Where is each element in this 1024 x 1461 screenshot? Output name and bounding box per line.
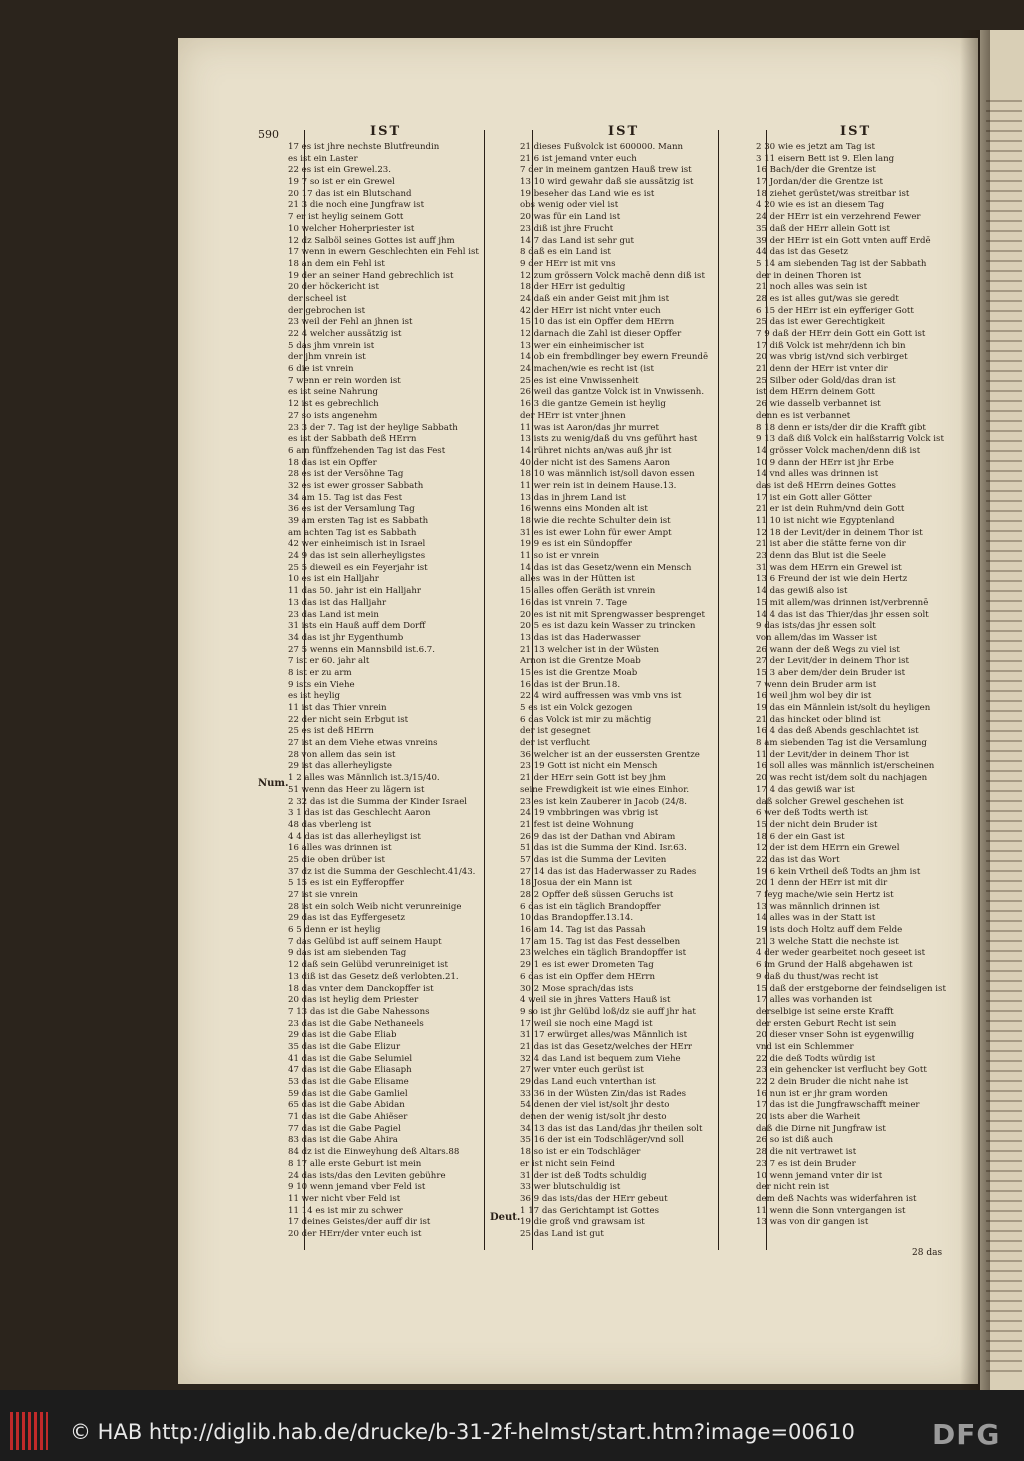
concordance-line: 19 6 kein Vrtheil deß Todts an jhm ist xyxy=(756,866,921,877)
concordance-line: 7 der in meinem gantzen Hauß trew ist xyxy=(520,165,692,176)
concordance-line: 23 ein gehencker ist verflucht bey Gott xyxy=(756,1065,927,1076)
concordance-line: 17 ist ein Gott aller Götter xyxy=(756,492,872,503)
concordance-line: 23 das Land ist mein xyxy=(288,609,379,620)
concordance-line: 20 17 das ist ein Blutschand xyxy=(288,188,412,199)
concordance-line: 8 am siebenden Tag ist die Versamlung xyxy=(756,738,927,749)
concordance-line: 13 das in jhrem Land ist xyxy=(520,492,626,503)
concordance-line: 22 es ist ein Grewel.23. xyxy=(288,165,391,176)
concordance-line: 2 30 wie es jetzt am Tag ist xyxy=(756,142,875,152)
footer-copyright-url[interactable]: © HAB http://diglib.hab.de/drucke/b-31-2f-helmst/start.htm?image=00610 xyxy=(70,1420,855,1444)
concordance-line: 19 beseher das Land wie es ist xyxy=(520,188,655,199)
concordance-line: 28 2 Opffer deß süssen Geruchs ist xyxy=(520,890,674,900)
facing-page-text-fragments xyxy=(986,100,1022,1380)
concordance-line: 4 20 wie es ist an diesem Tag xyxy=(756,200,885,211)
concordance-line: dem deß Nachts was widerfahren ist xyxy=(756,1193,917,1204)
running-head-col-3: IST xyxy=(840,124,872,139)
concordance-line: 21 das hincket oder blind ist xyxy=(756,714,881,725)
concordance-line: 17 deines Geistes/der auff dir ist xyxy=(288,1217,431,1228)
concordance-line: 27 ist sie vnrein xyxy=(288,890,358,900)
book-label-numeri: Num. xyxy=(258,778,289,789)
concordance-line: 39 am ersten Tag ist es Sabbath xyxy=(288,516,429,526)
concordance-line: 33 36 in der Wüsten Zin/das ist Rades xyxy=(520,1088,687,1099)
concordance-line: 22 4 welcher aussätzig ist xyxy=(288,329,402,339)
concordance-line: der nicht rein ist xyxy=(756,1182,830,1193)
concordance-line: der in deinen Thoren ist xyxy=(756,270,862,281)
concordance-line: 77 das ist die Gabe Pagiel xyxy=(288,1123,401,1134)
concordance-line: 18 das vnter dem Danckopffer ist xyxy=(288,983,434,994)
concordance-line: 12 der ist dem HErrn ein Grewel xyxy=(756,843,900,854)
concordance-line: 11 10 ist nicht wie Egyptenland xyxy=(756,516,895,526)
concordance-line: 17 es ist jhre nechste Blutfreundin xyxy=(288,142,440,152)
concordance-line: 18 der HErr ist gedultig xyxy=(520,282,626,293)
concordance-line: 21 6 ist jemand vnter euch xyxy=(520,153,637,164)
concordance-line: 11 wer rein ist in deinem Hause.13. xyxy=(520,480,677,491)
concordance-line: 18 Josua der ein Mann ist xyxy=(520,878,632,889)
concordance-line: 16 nun ist er jhr gram worden xyxy=(756,1088,888,1099)
concordance-line: 13 was männlich drinnen ist xyxy=(756,901,880,912)
concordance-line: 4 der weder gearbeitet noch geseet ist xyxy=(756,948,926,959)
concordance-line: 57 das ist die Summa der Leviten xyxy=(520,854,667,865)
concordance-line: 6 im Grund der Halß abgehawen ist xyxy=(756,960,913,971)
concordance-line: 71 das ist die Gabe Ahiëser xyxy=(288,1112,408,1123)
concordance-line: 10 wenn jemand vnter dir ist xyxy=(756,1170,883,1181)
concordance-line: 32 4 das Land ist bequem zum Viehe xyxy=(520,1053,681,1064)
concordance-line: 27 5 wenns ein Mannsbild ist.6.7. xyxy=(288,644,435,655)
concordance-line: 12 darnach die Zahl ist dieser Opffer xyxy=(520,329,682,339)
concordance-line: 36 9 das ists/das der HErr gebeut xyxy=(520,1193,668,1204)
concordance-line: 21 der HErr sein Gott ist bey jhm xyxy=(520,773,666,784)
concordance-line: der ist gesegnet xyxy=(520,726,591,737)
concordance-line: 9 ists ein Viehe xyxy=(288,679,355,690)
concordance-line: 23 3 der 7. Tag ist der heylige Sabbath xyxy=(288,422,458,433)
concordance-line: 20 der höckericht ist xyxy=(288,282,379,293)
concordance-line: 13 6 Freund der ist wie dein Hertz xyxy=(756,574,908,585)
concordance-line: 27 ist an dem Viehe etwas vnreins xyxy=(288,738,438,749)
concordance-line: derselbige ist seine erste Krafft xyxy=(756,1006,894,1017)
concordance-line: 13 das ist das Halljahr xyxy=(288,597,387,608)
concordance-line: 2 32 das ist die Summa der Kinder Israel xyxy=(288,796,468,807)
concordance-line: 23 denn das Blut ist die Seele xyxy=(756,551,886,562)
concordance-line: 31 der ist deß Todts schuldig xyxy=(520,1170,647,1181)
concordance-line: 27 14 das ist das Haderwasser zu Rades xyxy=(520,866,697,877)
concordance-line: 13 was von dir gangen ist xyxy=(756,1217,869,1228)
concordance-line: 16 4 das deß Abends geschlachtet ist xyxy=(756,726,919,737)
concordance-line: 11 ist das Thier vnrein xyxy=(288,703,387,713)
concordance-line: der ist verflucht xyxy=(520,738,590,749)
concordance-line: es ist der Sabbath deß HErrn xyxy=(288,434,417,445)
text-column-1 xyxy=(288,142,480,1241)
concordance-line: 29 das ist das Eyffergesetz xyxy=(288,913,406,924)
concordance-line: 7 wenn dein Bruder arm ist xyxy=(756,679,877,690)
concordance-line: 9 so ist jhr Gelübd loß/dz sie auff jhr hat xyxy=(520,1006,696,1017)
book-label-deuteronomium: Deut. xyxy=(490,1212,521,1223)
concordance-line: 16 am 14. Tag ist das Passah xyxy=(520,925,646,936)
concordance-line: 16 Bach/der die Grentze ist xyxy=(756,165,876,176)
concordance-line: 6 die ist vnrein xyxy=(288,364,354,375)
concordance-line: 13 wer ein einheimischer ist xyxy=(520,340,644,351)
concordance-line: 18 an dem ein Fehl ist xyxy=(288,258,385,269)
concordance-line: 5 15 es ist ein Eyfferopffer xyxy=(288,878,404,889)
running-head-col-1: IST xyxy=(370,124,402,139)
concordance-line: 20 das ist heylig dem Priester xyxy=(288,995,419,1006)
concordance-line: 36 welcher ist an der eussersten Grentze xyxy=(520,749,700,760)
concordance-line: 26 9 das ist der Dathan vnd Abiram xyxy=(520,831,676,842)
concordance-line: 8 ist er zu arm xyxy=(288,667,352,678)
concordance-line: 37 dz ist die Summa der Geschlecht.41/43. xyxy=(288,866,476,877)
concordance-line: 22 2 dein Bruder die nicht nahe ist xyxy=(756,1077,909,1087)
concordance-line: 8 18 denn er ists/der dir die Krafft gibt xyxy=(756,422,926,433)
concordance-line: 29 ist das allerheyligste xyxy=(288,761,393,772)
column-rule-2 xyxy=(484,130,485,1250)
concordance-line: 15 es ist die Grentze Moab xyxy=(520,667,638,678)
concordance-line: 4 weil sie in jhres Vatters Hauß ist xyxy=(520,995,671,1006)
hab-logo-icon xyxy=(10,1412,48,1450)
concordance-line: 13 diß ist das Gesetz deß verlobten.21. xyxy=(288,971,459,982)
concordance-line: 33 wer blutschuldig ist xyxy=(520,1182,621,1193)
concordance-line: 20 was für ein Land ist xyxy=(520,212,621,223)
concordance-line: 20 5 es ist dazu kein Wasser zu trincken xyxy=(520,621,696,632)
concordance-line: 15 10 das ist ein Opffer dem HErrn xyxy=(520,317,675,328)
concordance-line: 21 er ist dein Ruhm/vnd dein Gott xyxy=(756,504,905,515)
concordance-line: 19 die groß vnd grawsam ist xyxy=(520,1217,645,1228)
concordance-line: 16 soll alles was männlich ist/erscheinen xyxy=(756,761,935,772)
concordance-line: 21 3 die noch eine Jungfraw ist xyxy=(288,200,425,211)
concordance-line: 18 6 der ein Gast ist xyxy=(756,831,845,842)
concordance-line: 34 13 das ist das Land/das jhr theilen solt xyxy=(520,1123,703,1134)
concordance-line: 20 was recht ist/dem solt du nachjagen xyxy=(756,773,928,784)
concordance-line: 8 daß es ein Land ist xyxy=(520,247,611,258)
concordance-line: 31 was dem HErrn ein Grewel ist xyxy=(756,562,902,573)
concordance-line: 31 17 erwürget alles/was Männlich ist xyxy=(520,1030,688,1041)
concordance-line: es ist ein Laster xyxy=(288,153,358,164)
concordance-line: es ist seine Nahrung xyxy=(288,387,379,398)
concordance-line: 17 das ist die Jungfrawschafft meiner xyxy=(756,1100,920,1111)
concordance-line: 17 am 15. Tag ist das Fest desselben xyxy=(520,936,681,947)
concordance-line: 18 wie die rechte Schulter dein ist xyxy=(520,516,671,526)
concordance-line: 20 ists aber die Warheit xyxy=(756,1112,861,1123)
concordance-line: 14 4 das ist das Thier/das jhr essen solt xyxy=(756,609,929,620)
concordance-line: 11 der Levit/der in deinem Thor ist xyxy=(756,749,910,760)
concordance-line: der gebrochen ist xyxy=(288,305,366,316)
concordance-line: 27 so ists angenehm xyxy=(288,410,378,421)
concordance-line: 23 es ist kein Zauberer in Jacob (24/8. xyxy=(520,796,687,807)
concordance-line: 6 wer deß Todts werth ist xyxy=(756,808,868,819)
concordance-line: 24 machen/wie es recht ist (ist xyxy=(520,364,654,375)
concordance-line: 9 das ists/das jhr essen solt xyxy=(756,621,876,632)
concordance-line: Arnon ist die Grentze Moab xyxy=(520,656,641,667)
concordance-line: 20 was vbrig ist/vnd sich verbirget xyxy=(756,352,908,363)
concordance-line: der HErr ist vnter jhnen xyxy=(520,410,626,421)
concordance-line: 24 19 vmbbringen was vbrig ist xyxy=(520,808,659,819)
concordance-line: 20 dieser vnser Sohn ist eygenwillig xyxy=(756,1030,915,1041)
concordance-line: 34 am 15. Tag ist das Fest xyxy=(288,492,403,503)
concordance-line: 51 das ist die Summa der Kind. Isr.63. xyxy=(520,843,687,854)
text-column-2 xyxy=(520,142,714,1241)
concordance-line: 24 der HErr ist ein verzehrend Fewer xyxy=(756,212,921,223)
concordance-line: 47 das ist die Gabe Eliasaph xyxy=(288,1065,412,1076)
concordance-line: 17 Jordan/der die Grentze ist xyxy=(756,177,883,188)
concordance-line: 28 ist ein solch Weib nicht verunreinige xyxy=(288,901,462,912)
concordance-line: der ersten Geburt Recht ist sein xyxy=(756,1018,897,1029)
concordance-line: 14 alles was in der Statt ist xyxy=(756,913,876,924)
concordance-line: 3 11 eisern Bett ist 9. Elen lang xyxy=(756,153,895,164)
concordance-line: 25 Silber oder Gold/das dran ist xyxy=(756,375,896,386)
concordance-line: 11 was ist Aaron/das jhr murret xyxy=(520,422,659,433)
concordance-line: 29 das Land euch vnterthan ist xyxy=(520,1077,656,1087)
concordance-line: 15 mit allem/was drinnen ist/verbrennē xyxy=(756,597,929,608)
concordance-line: 7 wenn er rein worden ist xyxy=(288,375,401,386)
concordance-line: 6 15 der HErr ist ein eyfferiger Gott xyxy=(756,305,914,316)
concordance-line: 24 9 das ist sein allerheyligstes xyxy=(288,551,426,562)
concordance-line: 51 wenn das Heer zu lägern ist xyxy=(288,784,425,795)
concordance-line: 13 ists zu wenig/daß du vns geführt hast xyxy=(520,434,698,445)
concordance-line: 9 der HErr ist mit vns xyxy=(520,258,616,269)
concordance-line: 15 daß der erstgeborne der feindseligen ist xyxy=(756,983,946,994)
concordance-line: 21 denn der HErr ist vnter dir xyxy=(756,364,888,375)
concordance-line: er ist nicht sein Feind xyxy=(520,1158,615,1169)
concordance-line: daß solcher Grewel geschehen ist xyxy=(756,796,904,807)
concordance-line: 19 7 so ist er ein Grewel xyxy=(288,177,395,188)
concordance-line: 18 das ist ein Opffer xyxy=(288,457,377,468)
concordance-line: 6 das ist ein täglich Brandopffer xyxy=(520,901,661,912)
concordance-line: 6 das ist ein Opffer dem HErrn xyxy=(520,971,655,982)
concordance-line: 44 das ist das Gesetz xyxy=(756,247,848,258)
concordance-line: 26 wann der deß Wegs zu viel ist xyxy=(756,644,900,655)
concordance-line: 16 3 die gantze Gemein ist heylig xyxy=(520,399,666,410)
concordance-line: 31 es ist ewer Lohn für ewer Ampt xyxy=(520,527,672,538)
column-rule-4 xyxy=(718,130,719,1250)
concordance-line: 27 der Levit/der in deinem Thor ist xyxy=(756,656,910,667)
concordance-line: 15 alles offen Geräth ist vnrein xyxy=(520,586,656,597)
concordance-line: 5 es ist ein Volck gezogen xyxy=(520,703,633,713)
concordance-line: 34 das ist jhr Eygenthumb xyxy=(288,632,404,643)
concordance-line: 24 das ists/das den Leviten gebühre xyxy=(288,1170,446,1181)
concordance-line: 17 4 das gewiß war ist xyxy=(756,784,855,795)
concordance-line: 15 der nicht dein Bruder ist xyxy=(756,819,878,830)
concordance-line: 22 die deß Todts würdig ist xyxy=(756,1053,876,1064)
concordance-line: 17 weil sie noch eine Magd ist xyxy=(520,1018,653,1029)
concordance-line: am achten Tag ist es Sabbath xyxy=(288,527,417,538)
concordance-line: der scheel ist xyxy=(288,293,347,304)
concordance-line: 9 das ist am siebenden Tag xyxy=(288,948,407,959)
concordance-line: 16 das ist vnrein 7. Tage xyxy=(520,597,628,608)
concordance-line: 16 das ist der Brun.18. xyxy=(520,679,621,690)
concordance-line: ist dem HErrn deinem Gott xyxy=(756,387,875,398)
concordance-line: 7 13 das ist die Gabe Nahessons xyxy=(288,1006,430,1017)
concordance-line: der jhm vnrein ist xyxy=(288,352,366,363)
concordance-line: 19 das ein Männlein ist/solt du heyligen xyxy=(756,703,931,713)
concordance-line: 23 das ist die Gabe Nethaneels xyxy=(288,1018,424,1029)
concordance-line: 23 weil der Fehl an jhnen ist xyxy=(288,317,413,328)
concordance-line: 6 am fünffzehenden Tag ist das Fest xyxy=(288,445,446,456)
concordance-line: 17 alles was vorhanden ist xyxy=(756,995,872,1006)
concordance-line: 21 noch alles was sein ist xyxy=(756,282,868,293)
concordance-line: 10 9 dann der HErr ist jhr Erbe xyxy=(756,457,894,468)
concordance-line: 12 18 der Levit/der in deinem Thor ist xyxy=(756,527,923,538)
concordance-line: 21 fest ist deine Wohnung xyxy=(520,819,634,830)
concordance-line: 16 weil jhm wol bey dir ist xyxy=(756,691,872,702)
concordance-line: 22 4 wird auffressen was vmb vns ist xyxy=(520,691,682,702)
concordance-line: 8 17 alle erste Geburt ist mein xyxy=(288,1158,422,1169)
concordance-line: 11 so ist er vnrein xyxy=(520,551,600,562)
concordance-line: 20 1 denn der HErr ist mit dir xyxy=(756,878,888,889)
concordance-line: 28 es ist der Versöhne Tag xyxy=(288,469,404,480)
concordance-line: 7 ist er 60. jahr alt xyxy=(288,656,370,667)
concordance-line: 19 9 es ist ein Sündopffer xyxy=(520,539,632,550)
concordance-line: 48 das vberleng ist xyxy=(288,819,372,830)
concordance-line: 1 2 alles was Männlich ist.3/15/40. xyxy=(288,773,440,784)
concordance-line: 20 der HErr/der vnter euch ist xyxy=(288,1228,422,1239)
concordance-line: 29 1 es ist ewer Drometen Tag xyxy=(520,960,654,971)
concordance-line: 12 zum grössern Volck machē denn diß ist xyxy=(520,270,705,281)
concordance-line: 41 das ist die Gabe Selumiel xyxy=(288,1053,413,1064)
concordance-line: obs wenig oder viel ist xyxy=(520,200,619,211)
concordance-line: es ist heylig xyxy=(288,691,341,702)
catch-word: 28 das xyxy=(912,1248,943,1258)
concordance-line: 19 der an seiner Hand gebrechlich ist xyxy=(288,270,454,281)
concordance-line: 10 es ist ein Halljahr xyxy=(288,574,379,585)
concordance-line: 35 das ist die Gabe Elizur xyxy=(288,1041,401,1052)
gutter-shadow xyxy=(960,30,990,1390)
concordance-line: 10 das Brandopffer.13.14. xyxy=(520,913,634,924)
concordance-line: 10 welcher Hoherpriester ist xyxy=(288,223,415,234)
concordance-line: 25 es ist deß HErrn xyxy=(288,726,374,737)
concordance-line: 40 der nicht ist des Samens Aaron xyxy=(520,457,671,468)
concordance-line: 12 ist es gebrechlich xyxy=(288,399,379,410)
concordance-line: 36 es ist der Versamlung Tag xyxy=(288,504,415,515)
concordance-line: 5 14 am siebenden Tag ist der Sabbath xyxy=(756,258,927,269)
concordance-line: 27 wer vnter euch gerüst ist xyxy=(520,1065,644,1076)
text-column-3 xyxy=(756,142,964,1229)
concordance-line: 25 das Land ist gut xyxy=(520,1228,604,1239)
concordance-line: 65 das ist die Gabe Abidan xyxy=(288,1100,405,1111)
concordance-line: 25 5 dieweil es ein Feyerjahr ist xyxy=(288,562,428,573)
concordance-line: 14 vnd alles was drinnen ist xyxy=(756,469,879,480)
running-head-col-2: IST xyxy=(608,124,640,139)
concordance-line: 35 daß der HErr allein Gott ist xyxy=(756,223,890,234)
concordance-line: 1 17 das Gerichtampt ist Gottes xyxy=(520,1205,659,1216)
page-number: 590 xyxy=(258,128,279,141)
concordance-line: denen der wenig ist/solt jhr desto xyxy=(520,1112,667,1123)
concordance-line: 21 ist aber die stätte ferne von dir xyxy=(756,539,906,550)
concordance-line: 9 13 daß diß Volck ein halßstarrig Volck ist xyxy=(756,434,944,445)
concordance-line: alles was in der Hütten ist xyxy=(520,574,635,585)
concordance-line: 23 7 es ist dein Bruder xyxy=(756,1158,856,1169)
concordance-line: 14 das ist das Gesetz/wenn ein Mensch xyxy=(520,562,692,573)
concordance-line: 24 daß ein ander Geist mit jhm ist xyxy=(520,293,670,304)
concordance-line: 23 19 Gott ist nicht ein Mensch xyxy=(520,761,658,772)
concordance-line: 7 feyg mache/wie sein Hertz ist xyxy=(756,890,894,900)
concordance-line: 84 dz ist die Einweyhung deß Altars.88 xyxy=(288,1147,460,1158)
concordance-line: 31 ists ein Hauß auff dem Dorff xyxy=(288,621,426,632)
concordance-line: 21 das ist das Gesetz/welches der HErr xyxy=(520,1041,693,1052)
concordance-line: 35 16 der ist ein Todschläger/vnd soll xyxy=(520,1135,684,1146)
concordance-line: 42 der HErr ist nicht vnter euch xyxy=(520,305,661,316)
concordance-line: 83 das ist die Gabe Ahira xyxy=(288,1135,398,1146)
concordance-line: 59 das ist die Gabe Gamliel xyxy=(288,1088,408,1099)
concordance-line: daß die Dirne nit Jungfraw ist xyxy=(756,1123,886,1134)
concordance-line: 17 diß Volck ist mehr/denn ich bin xyxy=(756,340,906,351)
concordance-line: 25 das ist ewer Gerechtigkeit xyxy=(756,317,885,328)
concordance-line: 22 das ist das Wort xyxy=(756,854,840,865)
concordance-line: 7 er ist heylig seinem Gott xyxy=(288,212,404,223)
concordance-line: 14 das gewiß also ist xyxy=(756,586,848,597)
concordance-line: 18 10 was männlich ist/soll davon essen xyxy=(520,469,695,480)
concordance-line: 54 denen der viel ist/solt jhr desto xyxy=(520,1100,670,1111)
concordance-line: 6 das Volck ist mir zu mächtig xyxy=(520,714,652,725)
concordance-line: 18 ziehet gerüstet/was streitbar ist xyxy=(756,188,910,199)
concordance-line: 22 der nicht sein Erbgut ist xyxy=(288,714,409,725)
concordance-line: 28 es ist alles gut/was sie geredt xyxy=(756,293,899,304)
concordance-line: 12 dz Salböl seines Gottes ist auff jhm xyxy=(288,235,455,246)
concordance-line: 42 wer einheimisch ist in Israel xyxy=(288,539,426,550)
concordance-line: 28 von allem das sein ist xyxy=(288,749,396,760)
concordance-line: 6 5 denn er ist heylig xyxy=(288,925,381,936)
concordance-line: 14 rühret nichts an/was auß jhr ist xyxy=(520,445,672,456)
concordance-line: 26 weil das gantze Volck ist in Vnwissenh. xyxy=(520,387,705,398)
concordance-line: 19 ists doch Holtz auff dem Felde xyxy=(756,925,903,936)
concordance-line: 11 wenn die Sonn vntergangen ist xyxy=(756,1205,906,1216)
concordance-line: 21 13 welcher ist in der Wüsten xyxy=(520,644,660,655)
concordance-line: 15 3 aber dem/der dein Bruder ist xyxy=(756,667,906,678)
concordance-line: 7 das Gelübd ist auff seinem Haupt xyxy=(288,936,442,947)
concordance-line: 29 das ist die Gabe Eliab xyxy=(288,1030,397,1041)
concordance-line: 11 14 es ist mir zu schwer xyxy=(288,1205,403,1216)
concordance-line: 28 die nit vertrawet ist xyxy=(756,1147,857,1158)
concordance-line: das ist deß HErrn deines Gottes xyxy=(756,480,896,491)
concordance-line: 13 10 wird gewahr daß sie aussätzig ist xyxy=(520,177,694,188)
concordance-line: seine Frewdigkeit ist wie eines Einhor. xyxy=(520,784,690,795)
concordance-line: 7 9 daß der HErr dein Gott ein Gott ist xyxy=(756,329,926,339)
concordance-line: 32 es ist ewer grosser Sabbath xyxy=(288,480,424,491)
concordance-line: 14 ob ein frembdlinger bey ewern Freundē xyxy=(520,352,709,363)
concordance-line: 25 es ist eine Vnwissenheit xyxy=(520,375,639,386)
concordance-line: 14 7 das Land ist sehr gut xyxy=(520,235,634,246)
concordance-line: 13 das ist das Haderwasser xyxy=(520,632,641,643)
concordance-line: 12 daß sein Gelübd verunreiniget ist xyxy=(288,960,448,971)
concordance-line: 9 daß du thust/was recht ist xyxy=(756,971,879,982)
concordance-line: von allem/das im Wasser ist xyxy=(756,632,878,643)
dfg-logo: DFG xyxy=(932,1418,1001,1451)
concordance-line: 9 10 wenn jemand vber Feld ist xyxy=(288,1182,426,1193)
concordance-line: 21 dieses Fußvolck ist 600000. Mann xyxy=(520,142,684,152)
concordance-line: 5 das jhm vnrein ist xyxy=(288,340,375,351)
concordance-line: 23 welches ein täglich Brandopffer ist xyxy=(520,948,687,959)
concordance-line: 30 2 Mose sprach/das ists xyxy=(520,983,634,994)
concordance-line: 3 1 das ist das Geschlecht Aaron xyxy=(288,808,431,819)
concordance-line: 16 wenns eins Monden alt ist xyxy=(520,504,648,515)
concordance-line: 26 wie dasselb verbannet ist xyxy=(756,399,881,410)
concordance-line: 11 das 50. jahr ist ein Halljahr xyxy=(288,586,421,597)
concordance-line: 53 das ist die Gabe Elisame xyxy=(288,1077,409,1087)
concordance-line: 26 so ist diß auch xyxy=(756,1135,834,1146)
concordance-line: 25 die oben drüber ist xyxy=(288,854,385,865)
concordance-line: 17 wenn in ewern Geschlechten ein Fehl ist xyxy=(288,247,479,258)
concordance-line: 23 diß ist jhre Frucht xyxy=(520,223,614,234)
concordance-line: 14 grösser Volck machen/denn diß ist xyxy=(756,445,921,456)
concordance-line: 16 alles was drinnen ist xyxy=(288,843,392,854)
concordance-line: 21 3 welche Statt die nechste ist xyxy=(756,936,899,947)
concordance-line: 39 der HErr ist ein Gott vnten auff Erdē xyxy=(756,235,931,246)
concordance-line: vnd ist ein Schlemmer xyxy=(756,1041,854,1052)
concordance-line: 20 es ist nit mit Sprengwasser besprenget xyxy=(520,609,705,620)
concordance-line: denn es ist verbannet xyxy=(756,410,851,421)
concordance-line: 18 so ist er ein Todschläger xyxy=(520,1147,641,1158)
concordance-line: 11 wer nicht vber Feld ist xyxy=(288,1193,401,1204)
concordance-line: 4 4 das ist das allerheyligst ist xyxy=(288,831,421,842)
